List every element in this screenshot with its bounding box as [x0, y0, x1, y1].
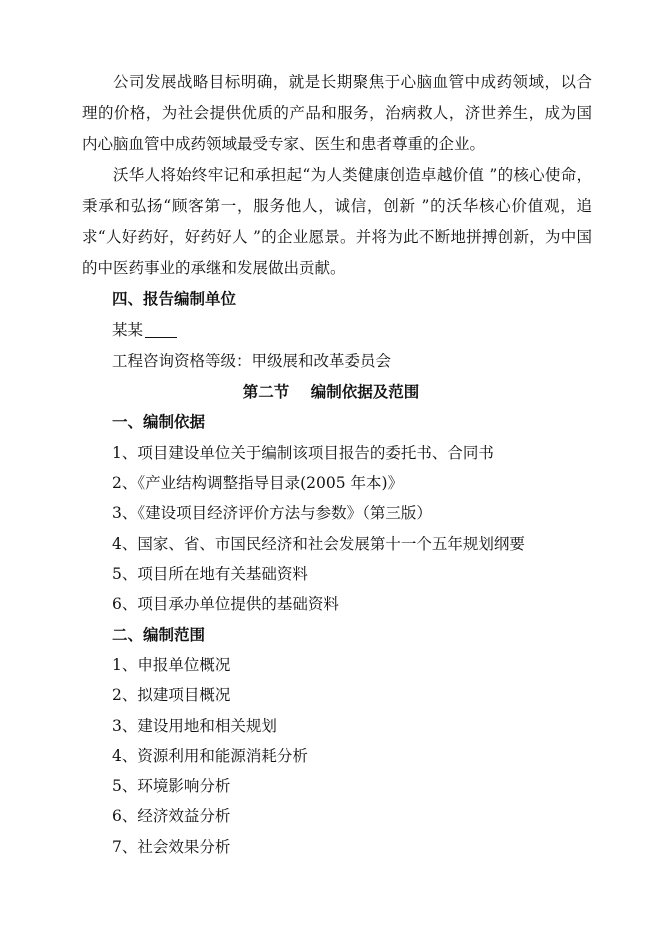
- mission-paragraph: 沃华人将始终牢记和承担起“为人类健康创造卓越价值 ”的核心使命，秉承和弘扬“顾客第一，服务他人，诚信，创新 ”的沃华核心价值观，追求“人好药好，好药好人 ”的企业愿景。并将为此不断地拼搏创新，为中国的中医药事业的承继和发展做出贡献。: [82, 166, 592, 277]
- basis-item-4: 4、国家、省、市国民经济和社会发展第十一个五年规划纲要: [112, 535, 525, 553]
- section-two-title: 第二节 编制依据及范围: [242, 382, 420, 401]
- strategy-paragraph: 公司发展战略目标明确，就是长期聚焦于心脑血管中成药领域，以合理的价格，为社会提供优质的产品和服务，治病救人，济世养生，成为国内心脑血管中成药领域最受专家、医生和患者尊重的企业。: [82, 73, 592, 153]
- basis-item-3: 3、《建设项目经济评价方法与参数》（第三版）: [112, 504, 432, 522]
- scope-heading: 二、编制范围: [112, 625, 206, 644]
- unit-name-line: [112, 320, 177, 340]
- scope-item-7: 7、社会效果分析: [112, 838, 231, 856]
- unit-name: 某某: [112, 321, 144, 339]
- basis-item-6: 6、项目承办单位提供的基础资料: [112, 595, 339, 613]
- basis-heading: 一、编制依据: [112, 412, 206, 431]
- basis-item-1: 1、项目建设单位关于编制该项目报告的委托书、合同书: [112, 444, 494, 462]
- basis-item-2: 2、《产业结构调整指导目录(2005 年本)》: [112, 474, 404, 492]
- qualification-line: 工程咨询资格等级：甲级展和改革委员会: [112, 352, 392, 370]
- basis-item-5: 5、项目所在地有关基础资料: [112, 565, 308, 583]
- scope-item-4: 4、资源利用和能源消耗分析: [112, 747, 308, 765]
- scope-item-1: 1、申报单位概况: [112, 656, 231, 674]
- section-four-heading: 四、报告编制单位: [112, 289, 237, 308]
- scope-item-5: 5、环境影响分析: [112, 777, 231, 795]
- scope-item-2: 2、拟建项目概况: [112, 686, 231, 704]
- unit-name-blank: [145, 325, 177, 338]
- scope-item-3: 3、建设用地和相关规划: [112, 717, 277, 735]
- scope-item-6: 6、经济效益分析: [112, 807, 231, 825]
